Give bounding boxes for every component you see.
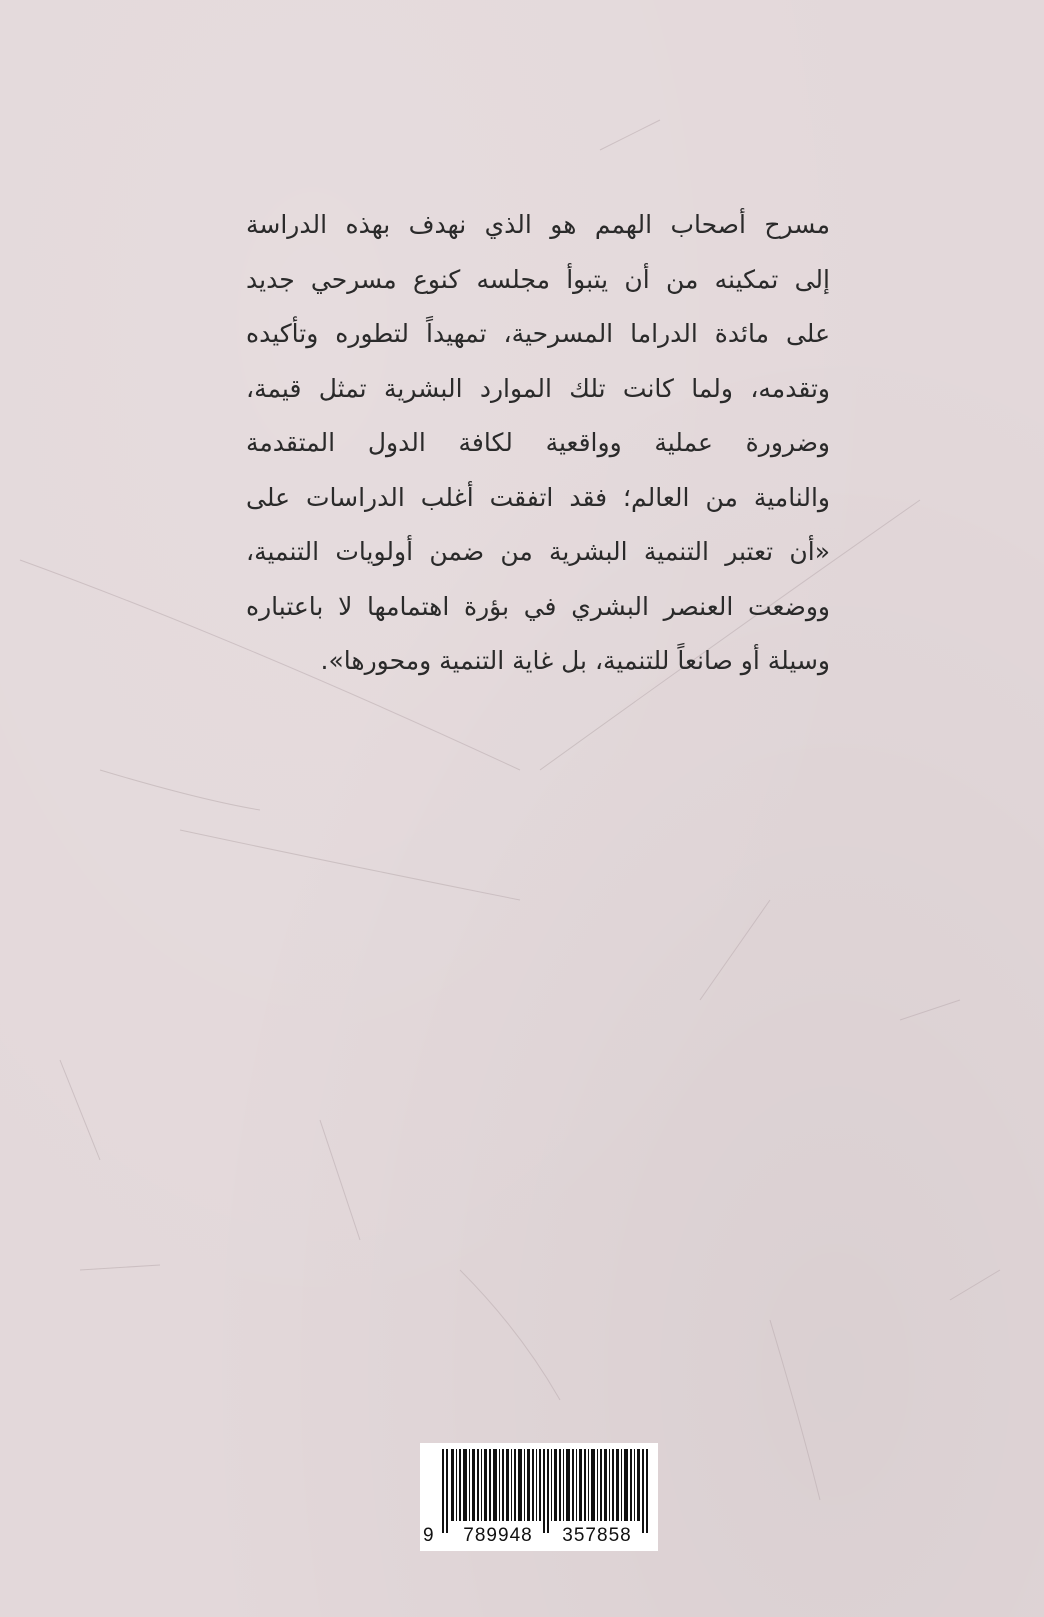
blurb-line: مسرح أصحاب الهمم هو الذي نهدف بهذه الدراسة: [246, 210, 830, 239]
blurb-line: «أن تعتبر التنمية البشرية من ضمن أولويات التنمية،: [246, 537, 830, 566]
blurb-line: وتقدمه، ولما كانت تلك الموارد البشرية تمثل قيمة،: [246, 373, 830, 403]
isbn-barcode: [420, 1443, 658, 1551]
blurb-line: وسيلة أو صانعاً للتنمية، بل غاية التنمية ومحورها».: [320, 646, 830, 675]
isbn-digits-right: 357858: [562, 1525, 632, 1546]
blurb-line: وضرورة عملية وواقعية لكافة الدول المتقدمة: [246, 428, 830, 457]
isbn-digits-left: 789948: [463, 1525, 533, 1546]
back-cover-blurb: [246, 198, 830, 689]
isbn-digit-lead: 9: [423, 1525, 434, 1546]
blurb-line: والنامية من العالم؛ فقد اتفقت أغلب الدراسات على: [246, 482, 830, 512]
blurb-line: إلى تمكينه من أن يتبوأ مجلسه كنوع مسرحي جديد: [246, 264, 830, 294]
blurb-line: ووضعت العنصر البشري في بؤرة اهتمامها لا باعتباره: [246, 591, 830, 621]
blurb-line: على مائدة الدراما المسرحية، تمهيداً لتطوره وتأكيده: [246, 319, 830, 348]
